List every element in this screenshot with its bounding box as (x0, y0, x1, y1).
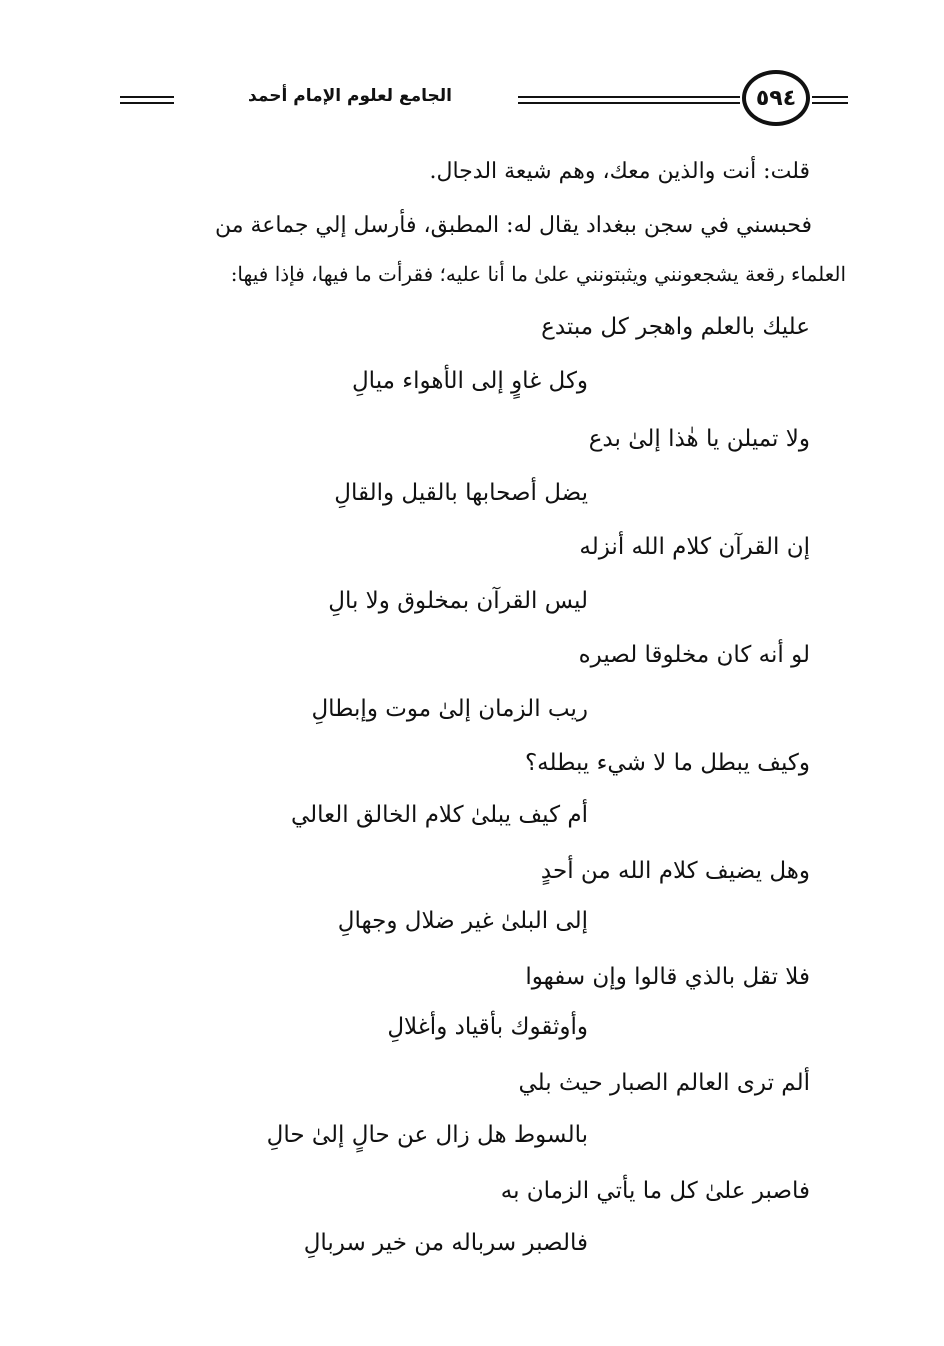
prose-line: فحبسني في سجن ببغداد يقال له: المطبق، فأرسل إلي جماعة من (214, 213, 812, 238)
poem-verse-first-hemistich: إن القرآن كلام الله أنزله (579, 534, 810, 560)
poem-verse-first-hemistich: وكيف يبطل ما لا شيء يبطله؟ (524, 750, 810, 776)
poem-verse-second-hemistich: ليس القرآن بمخلوق ولا بالِ (328, 588, 588, 614)
prose-line: العلماء رقعة يشجعونني ويثبتونني علىٰ ما أنا عليه؛ فقرأت ما فيها، فإذا فيها: (230, 262, 846, 286)
page-number: ٥٩٤ (742, 70, 810, 126)
poem-verse-second-hemistich: إلى البلىٰ غير ضلال وجهالِ (337, 908, 588, 934)
running-header (120, 68, 848, 132)
header-rule-left (120, 96, 174, 104)
book-title: الجامع لعلوم الإمام أحمد (248, 86, 452, 106)
header-rule-right (812, 96, 848, 104)
prose-line: قلت: أنت والذين معك، وهم شيعة الدجال. (429, 159, 810, 184)
poem-verse-second-hemistich: وأوثقوك بأقياد وأغلالِ (387, 1014, 588, 1040)
poem-verse-second-hemistich: أم كيف يبلىٰ كلام الخالق العالي (290, 802, 588, 828)
poem-verse-first-hemistich: عليك بالعلم واهجر كل مبتدع (541, 314, 810, 340)
poem-verse-second-hemistich: يضل أصحابها بالقيل والقالِ (334, 480, 588, 506)
poem-verse-first-hemistich: فاصبر علىٰ كل ما يأتي الزمان به (500, 1178, 810, 1204)
poem-verse-first-hemistich: ولا تميلن يا هٰذا إلىٰ بدع (588, 426, 810, 452)
poem-verse-second-hemistich: فالصبر سرباله من خير سربالِ (303, 1230, 588, 1256)
poem-verse-first-hemistich: لو أنه كان مخلوقا لصيره (578, 642, 810, 668)
poem-verse-first-hemistich: فلا تقل بالذي قالوا وإن سفهوا (525, 964, 810, 990)
header-rule-middle (518, 96, 740, 104)
poem-verse-first-hemistich: وهل يضيف كلام الله من أحدٍ (540, 858, 810, 884)
poem-verse-second-hemistich: بالسوط هل زال عن حالٍ إلىٰ حالِ (266, 1122, 588, 1148)
poem-verse-first-hemistich: ألم ترى العالم الصبار حيث بلي (518, 1070, 810, 1096)
poem-verse-second-hemistich: وكل غاوٍ إلى الأهواء ميالِ (351, 368, 588, 394)
poem-verse-second-hemistich: ريب الزمان إلىٰ موت وإبطالِ (311, 696, 588, 722)
